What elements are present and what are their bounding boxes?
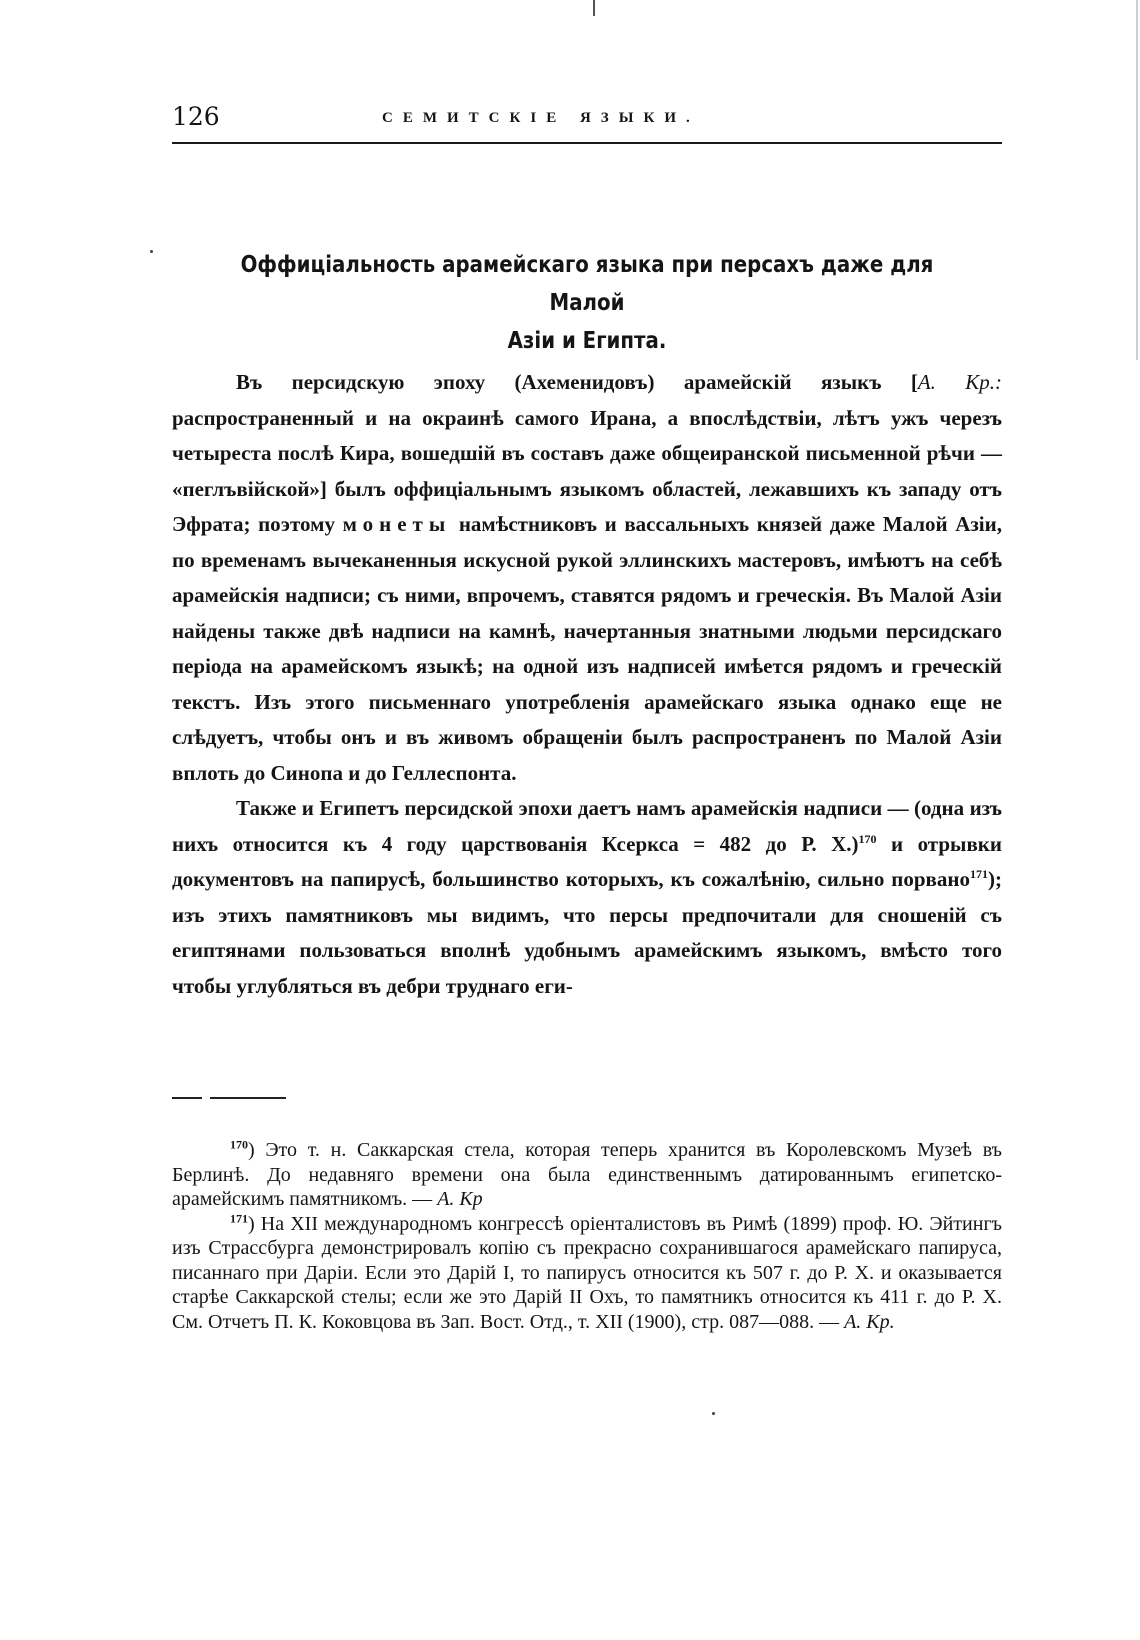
footnote-mark: 170: [230, 1137, 248, 1152]
footnote-170: $^{170}$) Это т. н. Саккарская стела, которая теперь хранится въ Королевскомъ Музеѣ въ Берлинѣ. До недавняго времени она была единственнымъ датированнымъ египетско-арамейскимъ памятникомъ. — А. Кр: [172, 1137, 1002, 1210]
scan-speck: [150, 250, 153, 253]
running-title: СЕМИТСКІЕ ЯЗЫКИ.: [382, 110, 700, 126]
footnote-separator: [172, 1097, 292, 1099]
page-number: 126: [172, 102, 220, 131]
section-heading-line-1: Оффиціальность арамейскаго языка при персахъ даже для Малой: [240, 252, 934, 316]
page-edge: [1136, 0, 1138, 360]
footnote-171: $^{171}$) На XII международномъ конгрессѣ оріенталистовъ въ Римѣ (1899) проф. Ю. Эйтингъ изъ Страссбурга демонстрировалъ копію съ прекрасно сохранившагося арамейскаго папируса, писаннаго при Даріи. Если это Дарій I, то папирусъ относится къ 507 г. до Р. Х. и оказывается старѣе Саккарской стелы; если же это Дарій II Охъ, то памятникъ относится къ 411 г. до Р. Х. См. Отчетъ П. К. Коковцова въ Зап. Вост. Отд., т. XII (1900), стр. 087—088. — А. Кр.: [172, 1210, 1002, 1333]
spaced-emphasis: монеты: [342, 512, 452, 536]
paragraph-1: Въ персидскую эпоху (Ахеменидовъ) арамейскій языкъ [А. Кр.: распространенный и на окраинѣ самого Ирана, а впослѣдствіи, лѣтъ ужъ черезъ четыреста послѣ Кира, вошедшій въ составъ даже общеиранской письменной рѣчи — «пеглъвійской»] былъ оффиціальнымъ языкомъ областей, лежавшихъ къ западу отъ Эфрата; поэтому монеты намѣстниковъ и вассальныхъ князей даже Малой Азіи, по временамъ вычеканенныя искусной рукой эллинскихъ мастеровъ, имѣютъ на себѣ арамейскія надписи; съ ними, впрочемъ, ставятся рядомъ и греческія. Въ Малой Азіи найдены также двѣ надписи на камнѣ, начертанныя знатными людьми персидскаго періода на арамейскомъ языкѣ; на одной изъ надписей имѣется рядомъ и греческій текстъ. Изъ этого письменнаго употребленія арамейскаго языка однако еще не слѣдуетъ, чтобы онъ и въ живомъ обращеніи былъ распространенъ по Малой Азіи вплоть до Синопа и до Геллеспонта.: [172, 370, 1002, 785]
paragraph-2: Также и Египетъ персидской эпохи даетъ намъ арамейскія надписи — (одна изъ нихъ относится къ 4 году царствованія Ксеркса = 482 до Р. Х.)$^{170}$ и отрывки документовъ на папирусѣ, большинство которыхъ, къ сожалѣнію, сильно порвано$^{171}$); изъ этихъ памятниковъ мы видимъ, что персы предпочитали для сношеній съ египтянами пользоваться вполнѣ удобнымъ арамейскимъ языкомъ, вмѣсто того чтобы углубляться въ дебри труднаго еги-: [172, 796, 1002, 998]
scan-speck: [712, 1412, 715, 1415]
section-heading-line-2: Азіи и Египта.: [507, 328, 667, 354]
attribution-inline: А. Кр.:: [917, 370, 1002, 394]
footnotes: [172, 1138, 1002, 1334]
running-head: [172, 102, 1002, 144]
body-text: [172, 365, 1002, 1004]
section-heading: [230, 246, 944, 360]
scan-mark: [593, 0, 595, 16]
footnote-mark: 171: [230, 1210, 248, 1225]
footnote-ref-170: 170: [858, 831, 877, 846]
footnote-ref-171: 171: [970, 867, 988, 881]
